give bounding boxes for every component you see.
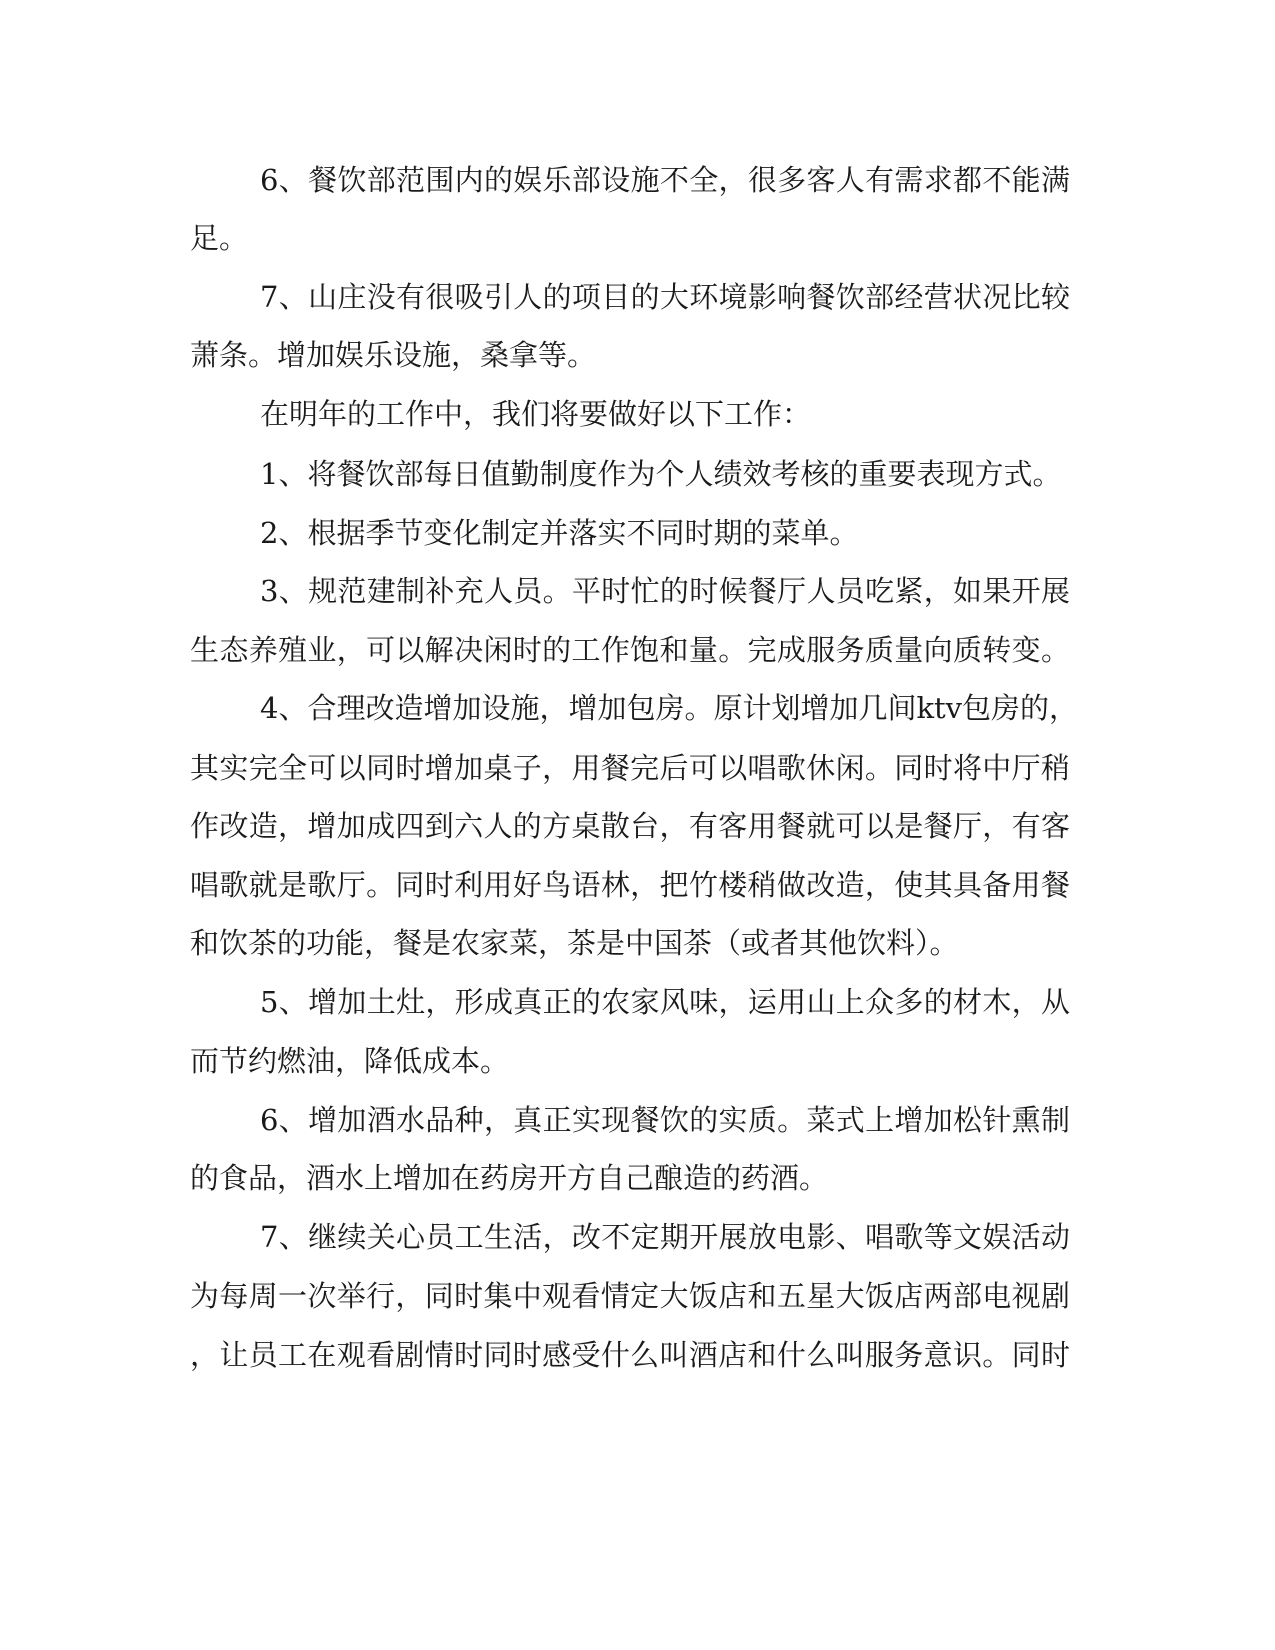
list-item-line: 唱歌就是歌厅。同时利用好鸟语林，把竹楼稍做改造，使其具备用餐 [190, 868, 1070, 902]
list-item-line: 其实完全可以同时增加桌子，用餐完后可以唱歌休闲。同时将中厅稍 [190, 751, 1070, 785]
list-item-line: 4、合理改造增加设施，增加包房。原计划增加几间ktv包房的， [260, 691, 1079, 725]
paragraph-line: 足。 [190, 221, 249, 255]
list-item-line: 5、增加土灶，形成真正的农家风味，运用山上众多的材木，从 [260, 985, 1070, 1019]
list-item-line: 的食品，酒水上增加在药房开方自己酿造的药酒。 [190, 1161, 829, 1195]
paragraph-line: 萧条。增加娱乐设施，桑拿等。 [190, 338, 597, 372]
section-intro-line: 在明年的工作中，我们将要做好以下工作： [260, 397, 812, 431]
list-item-line: 作改造，增加成四到六人的方桌散台，有客用餐就可以是餐厅，有客 [190, 809, 1070, 843]
list-item-line: 为每周一次举行，同时集中观看情定大饭店和五星大饭店两部电视剧 [190, 1279, 1070, 1313]
list-item-line: 2、根据季节变化制定并落实不同时期的菜单。 [260, 516, 859, 550]
list-item-line: 7、继续关心员工生活，改不定期开展放电影、唱歌等文娱活动 [260, 1220, 1070, 1254]
list-item-line: 3、规范建制补充人员。平时忙的时候餐厅人员吃紧，如果开展 [260, 574, 1070, 608]
paragraph-line: 7、山庄没有很吸引人的项目的大环境影响餐饮部经营状况比较 [260, 280, 1070, 314]
list-item-line: 生态养殖业，可以解决闲时的工作饱和量。完成服务质量向质转变。 [190, 633, 1070, 667]
list-item-line: 和饮茶的功能，餐是农家菜，茶是中国茶（或者其他饮料）。 [190, 926, 959, 960]
list-item-line: 而节约燃油，降低成本。 [190, 1044, 510, 1078]
list-item-line: 1、将餐饮部每日值勤制度作为个人绩效考核的重要表现方式。 [260, 457, 1062, 491]
list-item-line: 6、增加酒水品种，真正实现餐饮的实质。菜式上增加松针熏制 [260, 1103, 1070, 1137]
list-item-line: ，让员工在观看剧情时同时感受什么叫酒店和什么叫服务意识。同时 [190, 1338, 1070, 1372]
paragraph-line: 6、餐饮部范围内的娱乐部设施不全，很多客人有需求都不能满 [260, 163, 1070, 197]
